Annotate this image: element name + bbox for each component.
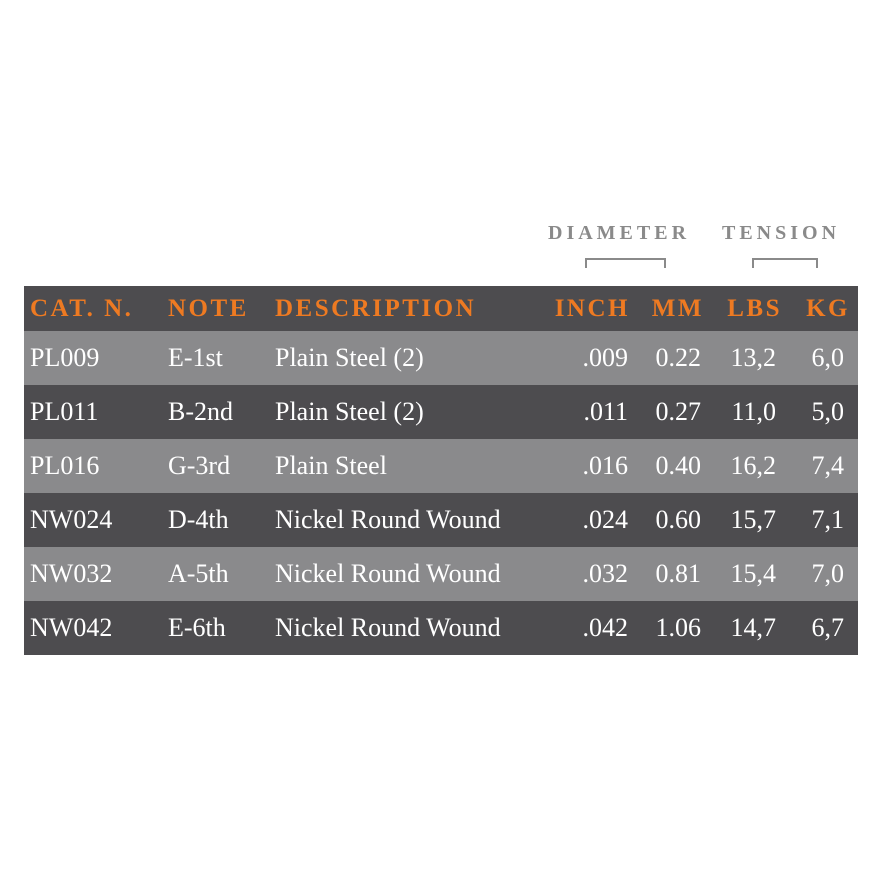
cell-description: Plain Steel (2) <box>275 397 424 426</box>
cell-cat: NW042 <box>30 613 113 642</box>
cell-note: D-4th <box>168 505 229 534</box>
cell-mm: 1.06 <box>655 613 701 642</box>
header-mm: MM <box>651 294 704 322</box>
table-row <box>24 601 858 655</box>
cell-inch: .042 <box>582 613 628 642</box>
cell-cat: PL009 <box>30 343 100 372</box>
cell-mm: 0.22 <box>655 343 701 372</box>
table-row <box>24 493 858 547</box>
cell-note: E-6th <box>168 613 226 642</box>
header-description: DESCRIPTION <box>275 294 477 322</box>
cell-inch: .032 <box>582 559 628 588</box>
cell-description: Plain Steel <box>275 451 387 480</box>
cell-lbs: 15,7 <box>730 505 776 534</box>
tension-group-label: TENSION <box>722 222 841 244</box>
cell-lbs: 16,2 <box>730 451 776 480</box>
cell-inch: .016 <box>582 451 628 480</box>
cell-description: Plain Steel (2) <box>275 343 424 372</box>
table-row <box>24 439 858 493</box>
diameter-group-label: DIAMETER <box>548 222 691 244</box>
cell-note: G-3rd <box>168 451 231 480</box>
cell-description: Nickel Round Wound <box>275 505 501 534</box>
cell-kg: 5,0 <box>811 397 844 426</box>
cell-inch: .009 <box>582 343 628 372</box>
cell-kg: 6,0 <box>811 343 844 372</box>
cell-lbs: 11,0 <box>731 397 776 426</box>
cell-kg: 7,0 <box>811 559 844 588</box>
cell-cat: PL016 <box>30 451 100 480</box>
cell-cat: NW032 <box>30 559 113 588</box>
cell-note: E-1st <box>168 343 223 372</box>
cell-mm: 0.60 <box>655 505 701 534</box>
cell-lbs: 14,7 <box>730 613 776 642</box>
cell-mm: 0.81 <box>655 559 701 588</box>
cell-mm: 0.40 <box>655 451 701 480</box>
cell-cat: NW024 <box>30 505 113 534</box>
header-cat: CAT. N. <box>30 294 134 322</box>
cell-inch: .024 <box>582 505 628 534</box>
table-row <box>24 331 858 385</box>
cell-kg: 7,4 <box>811 451 844 480</box>
cell-note: B-2nd <box>168 397 233 426</box>
cell-inch: .011 <box>583 397 628 426</box>
table-header-row <box>24 286 858 331</box>
header-kg: KG <box>806 294 850 322</box>
table-row <box>24 385 858 439</box>
cell-description: Nickel Round Wound <box>275 559 501 588</box>
header-inch: INCH <box>554 294 630 322</box>
table-row <box>24 547 858 601</box>
cell-lbs: 13,2 <box>730 343 776 372</box>
tension-bracket <box>752 258 818 268</box>
diameter-bracket <box>585 258 666 268</box>
cell-cat: PL011 <box>30 397 99 426</box>
header-lbs: LBS <box>727 294 782 322</box>
strings-table <box>24 286 858 655</box>
cell-note: A-5th <box>168 559 229 588</box>
cell-kg: 6,7 <box>811 613 844 642</box>
cell-mm: 0.27 <box>655 397 701 426</box>
cell-lbs: 15,4 <box>730 559 776 588</box>
cell-description: Nickel Round Wound <box>275 613 501 642</box>
header-note: NOTE <box>168 294 249 322</box>
cell-kg: 7,1 <box>811 505 844 534</box>
